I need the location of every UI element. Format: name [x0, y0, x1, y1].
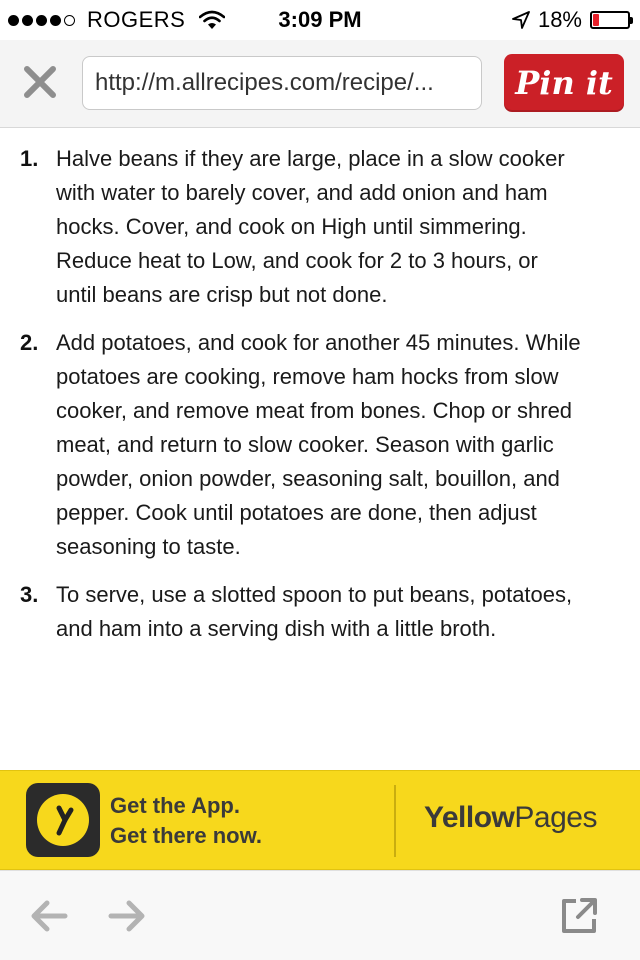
arrow-left-icon — [29, 899, 69, 933]
status-right — [512, 7, 640, 33]
recipe-step — [0, 142, 640, 312]
brand-part-1: Yellow — [424, 801, 515, 834]
walking-fingers-icon — [37, 794, 89, 846]
forward-button[interactable] — [104, 893, 150, 939]
yellowpages-app-logo — [26, 783, 100, 857]
arrow-right-icon — [107, 899, 147, 933]
status-left — [0, 7, 225, 33]
battery-icon — [590, 11, 630, 29]
ad-subheadline: Get there now. — [110, 823, 262, 848]
signal-dot — [22, 15, 33, 26]
browser-toolbar — [0, 40, 640, 128]
status-bar — [0, 0, 640, 40]
recipe-steps — [0, 128, 640, 646]
step-text: Add potatoes, and cook for another 45 minutes. While potatoes are cooking, remove ham hocks from slow cooker, and remove meat from bones. Chop or shred meat, and return to slow cooker. Season with garlic powder, onion powder, seasoning salt, bouillon, and pepper. Cook until potatoes are done, then adjust seasoning to taste. — [56, 330, 581, 559]
step-text: To serve, use a slotted spoon to put beans, potatoes, and ham into a serving dish with a little broth. — [56, 582, 573, 641]
battery-percent: 18% — [537, 7, 582, 32]
battery-fill — [593, 14, 599, 26]
step-number: 3. — [20, 582, 39, 607]
url-text: http://m.allrecipes.com/recipe/... — [95, 69, 434, 96]
ad-banner[interactable] — [0, 770, 640, 870]
close-button[interactable] — [20, 62, 60, 102]
fingers-glyph — [45, 802, 81, 838]
recipe-step — [0, 578, 640, 646]
step-number: 2. — [20, 330, 39, 355]
share-button[interactable] — [556, 893, 602, 939]
step-number: 1. — [20, 146, 39, 171]
wifi-icon — [199, 10, 225, 30]
signal-dot — [50, 15, 61, 26]
share-icon — [558, 895, 600, 937]
carrier-name: ROGERS — [87, 7, 186, 32]
bottom-nav-bar — [0, 870, 640, 960]
brand-part-2: Pages — [514, 801, 597, 834]
ad-headline: Get the App. — [110, 793, 240, 818]
location-arrow-icon — [512, 11, 530, 29]
ad-divider — [394, 785, 396, 857]
recipe-content — [0, 128, 640, 770]
step-text: Halve beans if they are large, place in a slow cooker with water to barely cover, and add onion and ham hocks. Cover, and cook on High until simmering. Reduce heat to Low, and cook for 2 to 3 hours, or until beans are crisp but not done. — [56, 146, 565, 307]
recipe-step — [0, 326, 640, 564]
status-time: 3:09 PM — [278, 7, 362, 32]
signal-dot-empty — [64, 15, 75, 26]
close-icon — [23, 65, 57, 99]
pin-it-button[interactable]: Pin it — [504, 54, 624, 112]
signal-dot — [8, 15, 19, 26]
signal-dot — [36, 15, 47, 26]
yellowpages-brand — [424, 801, 597, 835]
signal-strength-icon — [8, 15, 75, 26]
back-button[interactable] — [26, 893, 72, 939]
url-field[interactable] — [82, 56, 482, 110]
